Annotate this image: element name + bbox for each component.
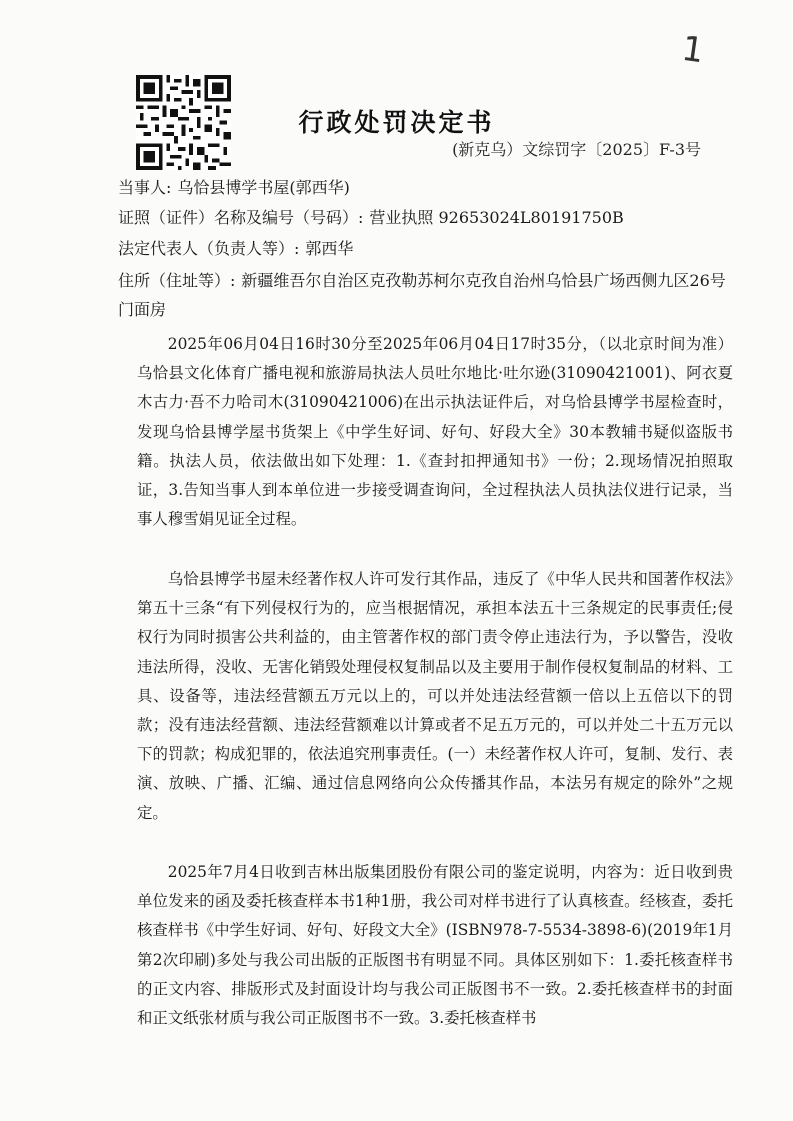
violation-paragraph: 乌恰县博学书屋未经著作权人许可发行其作品，违反了《中华人民共和国著作权法》第五十三条“有下列侵权行为的，应当根据情况，承担本法五十三条规定的民事责任;侵权行为同时损害公共利益的，由主管著作权的部门责令停止违法行为，予以警告，没收违法所得，没收、无害化销毁处理侵权复制品以及主要用于制作侵权复制品的材料、工具、设备等，违法经营额五万元以上的，可以并处违法经营额一倍以上五倍以下的罚款；没有违法经营额、违法经营额难以计算或者不足五万元的，可以并处二十五万元以下的罚款；构成犯罪的，依法追究刑事责任。(一）未经著作权人许可，复制、发行、表演、放映、广播、汇编、通过信息网络向公众传播其作品，本法另有规定的除外”之规定。 xyxy=(137,570,733,822)
legal-representative-label: 法定代表人（负责人等）: xyxy=(118,239,300,258)
appraisal-paragraph: 2025年7月4日收到吉林出版集团股份有限公司的鉴定说明，内容为：近日收到贵单位发来的函及委托核查样本书1种1册，我公司对样书进行了认真核查。经核查，委托核查样书《中学生好词、好句、好段文大全》(ISBN978-7-5534-3898-6)(2019年1月第2次印刷)多处与我公司出版的正版图书有明显不同。具体区别如下：1.委托核查样书的正文内容、排版形式及封面设计均与我公司正版图书不一致。2.委托核查样书的封面和正文纸张材质与我公司正版图书不一致。3.委托核查样书 xyxy=(137,863,733,1028)
document-number: (新克乌）文综罚字〔2025〕F-3号 xyxy=(452,140,701,159)
party-field xyxy=(118,175,350,198)
party-label: 当事人: xyxy=(118,178,172,197)
address-label: 住所（住址等）: xyxy=(118,271,236,290)
legal-representative-value: 郭西华 xyxy=(305,239,354,258)
license-label: 证照（证件）名称及编号（号码）: xyxy=(118,208,364,227)
address-field xyxy=(118,266,738,324)
license-value: 营业执照 92653024L80191750B xyxy=(369,208,624,227)
party-value: 乌恰县博学书屋(郭西华) xyxy=(177,178,350,197)
legal-representative-field xyxy=(118,236,353,259)
license-field xyxy=(118,205,624,228)
document-title: 行政处罚决定书 xyxy=(298,108,495,137)
inspection-paragraph: 2025年06月04日16时30分至2025年06月04日17时35分，（以北京时间为准）乌恰县文化体育广播电视和旅游局执法人员吐尔地比·吐尔逊(31090421001)、阿衣夏木古力·吾不力哈司木(31090421006)在出示执法证件后，对乌恰县博学书屋检查时，发现乌恰县博学屋书货架上《中学生好词、好句、好段大全》30本教辅书疑似盗版书籍。执法人员，依法做出如下处理：1.《查封扣押通知书》一份；2.现场情况拍照取证，3.告知当事人到本单位进一步接受调查询问，全过程执法人员执法仪进行记录，当事人穆雪娟见证全过程。 xyxy=(137,335,733,529)
address-value: 新疆维吾尔自治区克孜勒苏柯尔克孜自治州乌恰县广场西侧九区26号门面房 xyxy=(118,271,726,319)
handwritten-page-number: 1 xyxy=(679,28,707,72)
